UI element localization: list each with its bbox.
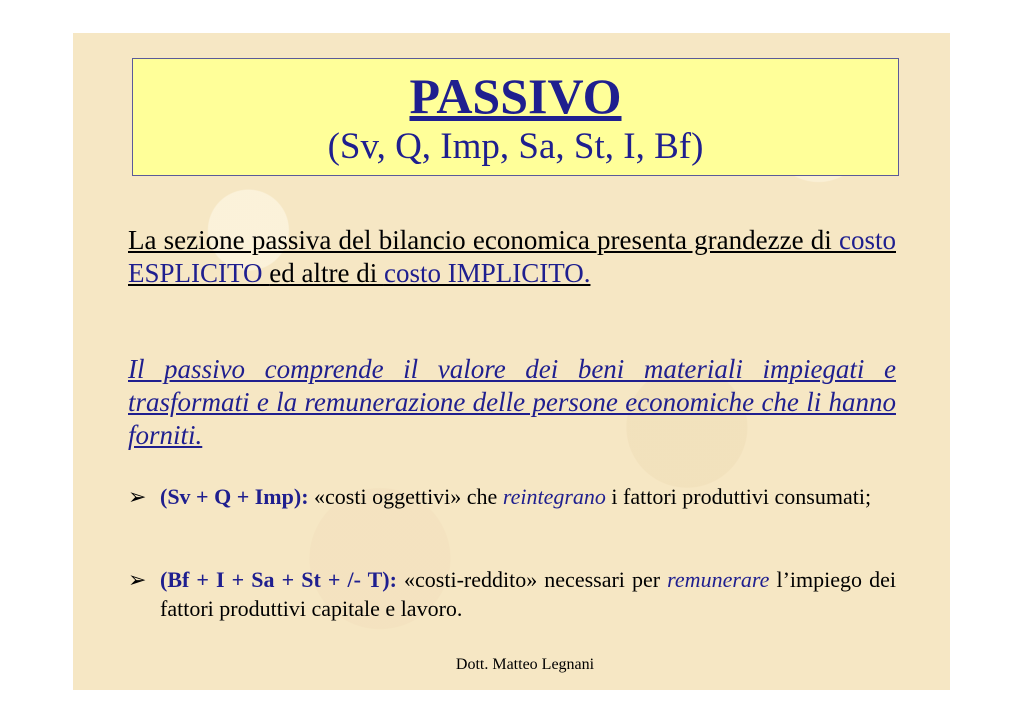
bullet-text-2: l’impiego dei fattori produttivi capitale e lavoro. <box>160 567 896 621</box>
paragraph-passive-definition: Il passivo comprende il valore dei beni materiali impiegati e trasformati e la remunerazione delle persone economiche che li hanno forniti. <box>128 354 896 450</box>
footer-author: Dott. Matteo Legnani <box>455 656 595 673</box>
bullet-emphasis: remunerare <box>667 567 770 592</box>
bullet-emphasis: reintegrano <box>502 484 606 509</box>
bullet-text-1: «costi oggettivi» che <box>308 484 503 509</box>
bullet-text <box>160 482 896 511</box>
bullet-formula: (Bf + I + Sa + St + /- T): <box>160 567 397 592</box>
paragraph-costs-text-1: La sezione passiva del bilancio economica presenta grandezze di <box>128 225 839 255</box>
bullet-text <box>160 565 896 623</box>
bullet-item <box>128 565 896 623</box>
bullet-formula: (Sv + Q + Imp): <box>160 484 309 509</box>
slide-title: PASSIVO <box>409 68 622 124</box>
bullet-text-2: i fattori produttivi consumati; <box>605 484 872 509</box>
bullet-text-1: «costi-reddito» necessari per <box>396 567 668 592</box>
arrow-bullet-icon: ➢ <box>128 484 147 509</box>
arrow-bullet-icon: ➢ <box>128 567 147 592</box>
slide-subtitle: (Sv, Q, Imp, Sa, St, I, Bf) <box>327 126 704 167</box>
footer <box>0 656 1024 674</box>
paragraph-costs <box>128 224 896 290</box>
paragraph-costs-text-2: ed altre di <box>269 258 384 288</box>
title-box <box>132 58 899 176</box>
paragraph-costs-explicit: costo ESPLICITO <box>128 225 896 288</box>
bullet-item <box>128 482 896 511</box>
paragraph-costs-implicit: costo IMPLICITO. <box>383 258 591 288</box>
